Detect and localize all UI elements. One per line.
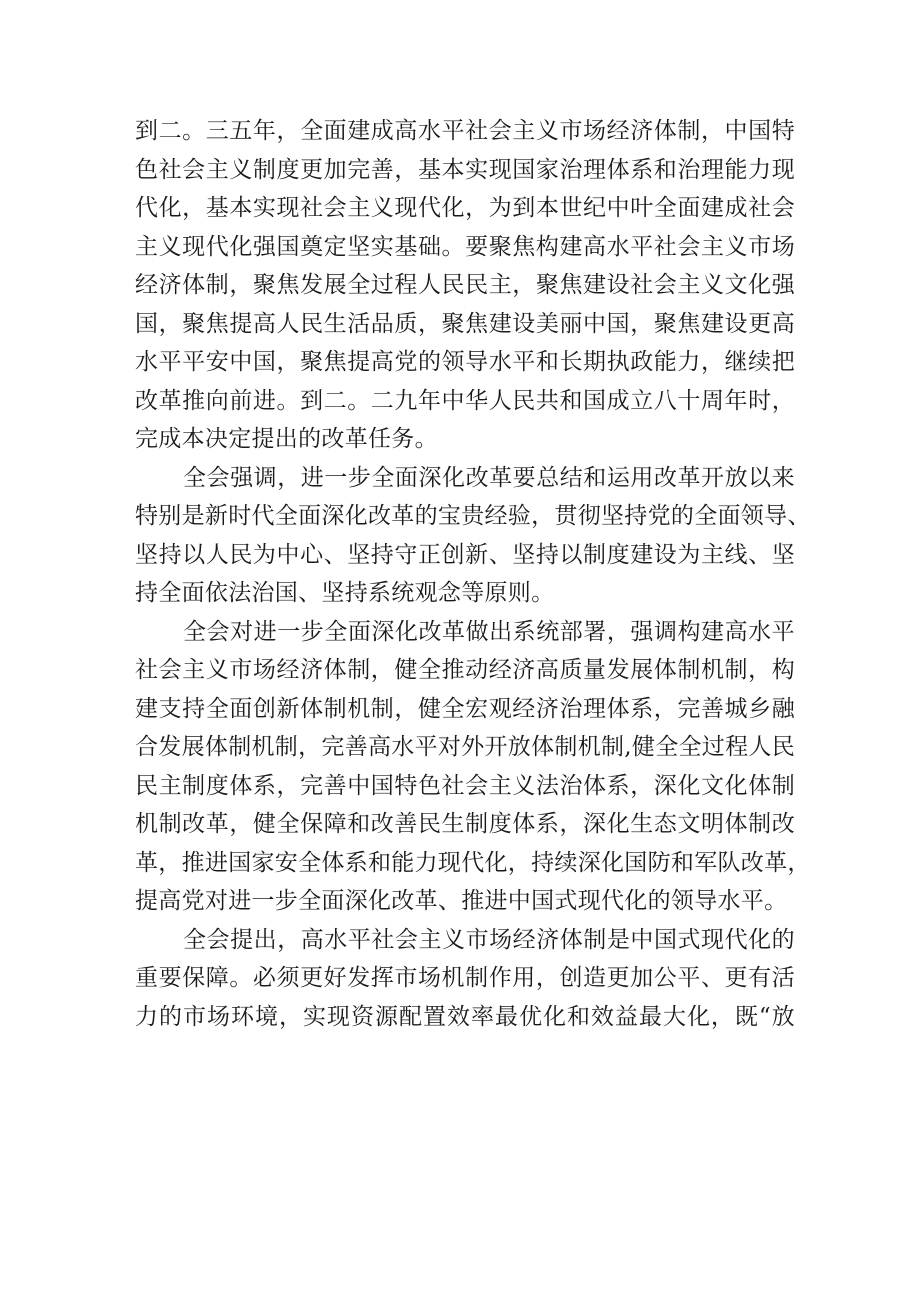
text-line: 全会强调，进一步全面深化改革要总结和运用改革开放以来 — [183, 464, 795, 491]
text-line: 国，聚焦提高人民生活品质，聚焦建设美丽中国，聚焦建设更高 — [135, 310, 795, 337]
text-line: 建支持全面创新体制机制，健全宏观经济治理体系，完善城乡融 — [135, 695, 795, 722]
paragraph-p3 — [135, 613, 811, 921]
text-line: 全会提出，高水平社会主义市场经济体制是中国式现代化的 — [183, 926, 795, 953]
text-line: 持全面依法治国、坚持系统观念等原则。 — [135, 580, 555, 606]
text-line: 到二。三五年，全面建成高水平社会主义市场经济体制，中国特 — [135, 118, 795, 144]
text-line: 机制改革，健全保障和改善民生制度体系，深化生态文明体制改 — [135, 811, 795, 837]
text-line: 改革推向前进。到二。二九年中华人民共和国成立八十周年时， — [135, 387, 795, 414]
text-line: 合发展体制机制，完善高水平对外开放体制机制,健全全过程人民 — [135, 734, 796, 760]
text-line: 代化，基本实现社会主义现代化，为到本世纪中叶全面建成社会 — [135, 195, 795, 221]
text-line: 全会对进一步全面深化改革做出系统部署，强调构建高水平 — [183, 618, 795, 645]
text-line: 经济体制，聚焦发展全过程人民民主，聚焦建设社会主义文化强 — [135, 272, 795, 298]
text-line: 完成本决定提出的改革任务。 — [135, 426, 438, 452]
paragraph-p4 — [135, 921, 795, 1037]
text-line: 重要保障。必须更好发挥市场机制作用，创造更加公平、更有活 — [135, 965, 795, 991]
text-line: 民主制度体系，完善中国特色社会主义法治体系，深化文化体制 — [135, 772, 795, 799]
paragraph-p1 — [135, 112, 795, 459]
text-line: 坚持以人民为中心、坚持守正创新、坚持以制度建设为主线、坚 — [135, 541, 795, 568]
text-line: 力的市场环境，实现资源配置效率最优化和效益最大化，既“放 — [135, 1003, 795, 1030]
text-line: 主义现代化强国奠定坚实基础。要聚焦构建高水平社会主义市场 — [135, 233, 795, 260]
document-body — [135, 112, 811, 1036]
text-line: 特别是新时代全面深化改革的宝贵经验，贯彻坚持党的全面领导、 — [135, 503, 811, 529]
text-line: 提高党对进一步全面深化改革、推进中国式现代化的领导水平。 — [135, 888, 788, 914]
text-line: 色社会主义制度更加完善，基本实现国家治理体系和治理能力现 — [135, 156, 795, 183]
text-line: 水平平安中国，聚焦提高党的领导水平和长期执政能力，继续把 — [135, 349, 795, 375]
text-line: 社会主义市场经济体制，健全推动经济高质量发展体制机制，构 — [135, 657, 795, 683]
paragraph-p2 — [135, 459, 811, 613]
text-line: 革，推进国家安全体系和能力现代化，持续深化国防和军队改革， — [135, 849, 811, 876]
